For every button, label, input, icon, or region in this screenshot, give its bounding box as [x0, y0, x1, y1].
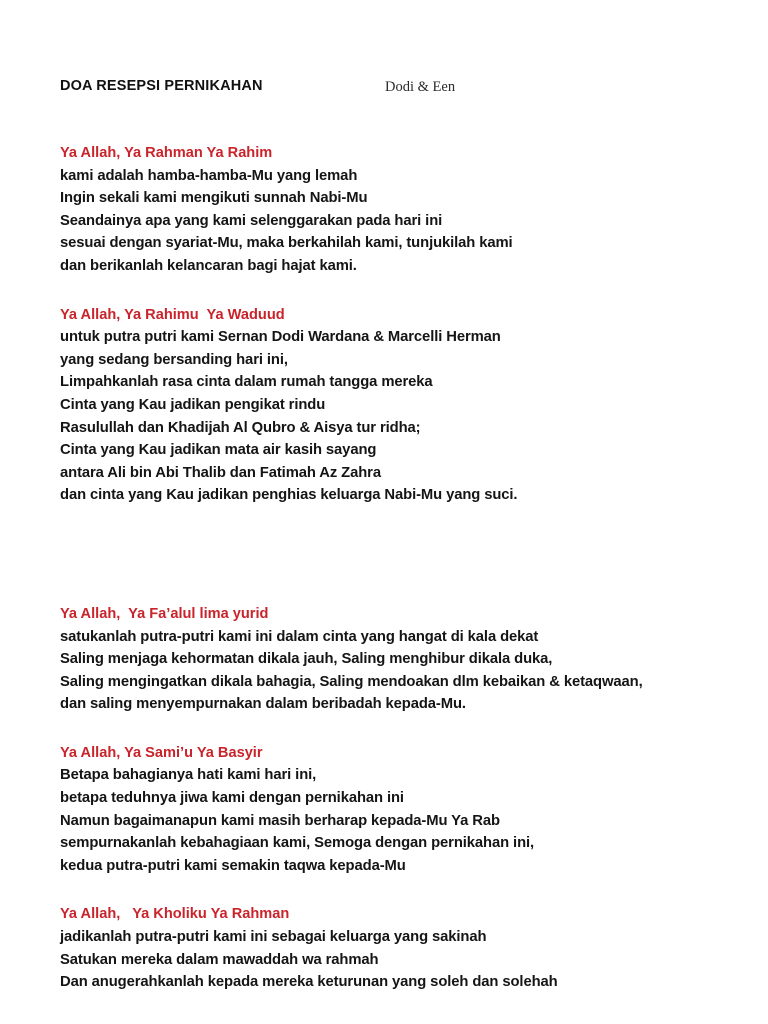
prayer-line: Dan anugerahkanlah kepada mereka keturunan yang soleh dan solehah [60, 974, 558, 991]
prayer-line: Cinta yang Kau jadikan pengikat rindu [60, 396, 326, 413]
prayer-line: Seandainya apa yang kami selenggarakan pada hari ini [60, 212, 443, 229]
stanza-heading: Ya Allah, Ya Sami’u Ya Basyir [60, 744, 263, 761]
prayer-line: untuk putra putri kami Sernan Dodi Wardana & Marcelli Herman [60, 329, 501, 346]
stanza-1 [60, 142, 728, 278]
stanza-body [60, 926, 728, 994]
prayer-line: yang sedang bersanding hari ini, [60, 351, 288, 368]
prayer-line: dan cinta yang Kau jadikan penghias keluarga Nabi-Mu yang suci. [60, 487, 518, 504]
stanza-4 [60, 742, 728, 878]
prayer-line: antara Ali bin Abi Thalib dan Fatimah Az Zahra [60, 464, 381, 481]
stanza-3 [60, 603, 728, 716]
prayer-line: Satukan mereka dalam mawaddah wa rahmah [60, 951, 379, 968]
prayer-line: satukanlah putra-putri kami ini dalam cinta yang hangat di kala dekat [60, 628, 539, 645]
prayer-line: betapa teduhnya jiwa kami dengan pernikahan ini [60, 790, 404, 807]
stanza-heading: Ya Allah, Ya Kholiku Ya Rahman [60, 906, 290, 923]
document-header [60, 78, 728, 104]
stanza-heading: Ya Allah, Ya Rahimu Ya Waduud [60, 306, 285, 323]
prayer-line: jadikanlah putra-putri kami ini sebagai keluarga yang sakinah [60, 929, 487, 946]
stanza-body [60, 326, 728, 507]
prayer-line: dan saling menyempurnakan dalam beribadah kepada-Mu. [60, 696, 466, 713]
stanza-heading: Ya Allah, Ya Rahman Ya Rahim [60, 145, 273, 161]
prayer-line: Saling mengingatkan dikala bahagia, Saling mendoakan dlm kebaikan & ketaqwaan, [60, 673, 643, 690]
prayer-line: Rasulullah dan Khadijah Al Qubro & Aisya tur ridha; [60, 419, 421, 436]
prayer-line: Betapa bahagianya hati kami hari ini, [60, 767, 317, 784]
stanza-5 [60, 903, 728, 993]
stanza-body [60, 626, 728, 716]
prayer-line: Cinta yang Kau jadikan mata air kasih sayang [60, 442, 377, 459]
prayer-line: Saling menjaga kehormatan dikala jauh, Saling menghibur dikala duka, [60, 651, 553, 668]
prayer-line: dan berikanlah kelancaran bagi hajat kami. [60, 257, 357, 274]
stanza-2 [60, 304, 728, 507]
page-title: DOA RESEPSI PERNIKAHAN [60, 78, 263, 94]
stanza-body [60, 764, 728, 877]
prayer-line: sesuai dengan syariat-Mu, maka berkahilah kami, tunjukilah kami [60, 235, 513, 252]
prayer-line: kedua putra-putri kami semakin taqwa kepada-Mu [60, 857, 406, 874]
couple-names: Dodi & Een [385, 79, 456, 95]
prayer-line: sempurnakanlah kebahagiaan kami, Semoga dengan pernikahan ini, [60, 835, 535, 852]
prayer-line: Ingin sekali kami mengikuti sunnah Nabi-Mu [60, 190, 368, 207]
stanza-heading: Ya Allah, Ya Fa’alul lima yurid [60, 605, 269, 622]
prayer-line: kami adalah hamba-hamba-Mu yang lemah [60, 167, 358, 184]
prayer-line: Limpahkanlah rasa cinta dalam rumah tangga mereka [60, 374, 433, 391]
prayer-line: Namun bagaimanapun kami masih berharap kepada-Mu Ya Rab [60, 812, 500, 829]
stanza-body [60, 165, 728, 278]
